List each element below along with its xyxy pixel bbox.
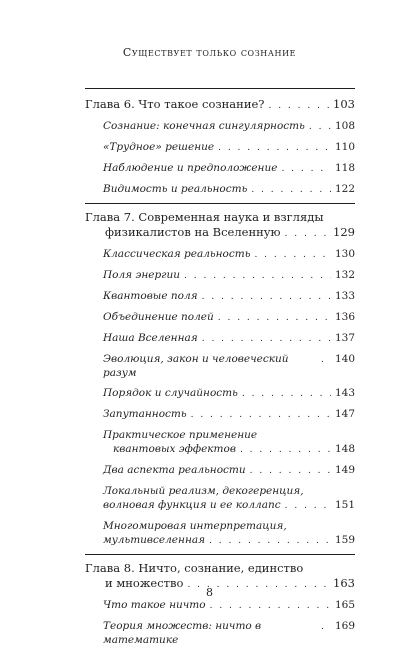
chapter-title-line2: и множество bbox=[105, 576, 184, 590]
page-number: 165 bbox=[334, 599, 355, 611]
page-number: 140 bbox=[335, 353, 356, 365]
toc-chapter-7 bbox=[85, 210, 355, 242]
page-number: 132 bbox=[334, 269, 355, 281]
toc-entry bbox=[85, 619, 355, 647]
entry-title-line1: Практическое применение bbox=[103, 429, 258, 441]
dot-leader bbox=[218, 311, 331, 325]
entry-title: Два аспекта реальности bbox=[103, 464, 246, 476]
entry-title-line2: квантовых эффектов bbox=[113, 443, 236, 455]
page-number: 149 bbox=[334, 464, 355, 476]
toc-entry bbox=[85, 182, 355, 197]
page-number: 148 bbox=[334, 443, 355, 455]
chapter-title-line2: физикалистов на Вселенную bbox=[105, 225, 281, 239]
entry-title: Порядок и случайность bbox=[103, 387, 238, 399]
toc-entry bbox=[85, 119, 355, 134]
toc-entry bbox=[85, 140, 355, 155]
entry-title: Запутанность bbox=[103, 408, 187, 420]
dot-leader bbox=[251, 183, 331, 197]
page-number: 163 bbox=[333, 576, 355, 590]
entry-title: Наблюдение и предположение bbox=[103, 162, 278, 174]
page-number: 122 bbox=[334, 183, 355, 195]
entry-title: Эволюция, закон и человеческий разум bbox=[103, 353, 289, 379]
page-number: 110 bbox=[334, 141, 355, 153]
table-of-contents bbox=[85, 88, 355, 653]
dot-leader bbox=[321, 353, 331, 367]
entry-title: Классическая реальность bbox=[103, 248, 251, 260]
toc-entry bbox=[85, 331, 355, 346]
toc-entry bbox=[85, 289, 355, 304]
entry-title-line2: мультивселенная bbox=[103, 534, 206, 546]
dot-leader bbox=[202, 332, 331, 346]
toc-entry-multiline bbox=[85, 519, 355, 548]
running-head: Существует только сознание bbox=[122, 46, 297, 59]
toc-entry bbox=[85, 463, 355, 478]
entry-title-line1: Многомировая интерпретация, bbox=[103, 520, 287, 532]
dot-leader bbox=[202, 290, 331, 304]
dot-leader bbox=[210, 599, 331, 613]
page-number: 169 bbox=[335, 620, 356, 632]
dot-leader bbox=[254, 248, 331, 262]
page-number: 130 bbox=[334, 248, 355, 260]
entry-title-line1: Локальный реализм, декогеренция, bbox=[103, 485, 304, 497]
toc-entry bbox=[85, 247, 355, 262]
toc-entry-multiline bbox=[85, 428, 355, 457]
toc-entry bbox=[85, 386, 355, 401]
page-number: 108 bbox=[334, 120, 355, 132]
dot-leader bbox=[242, 387, 331, 401]
dot-leader bbox=[309, 120, 331, 134]
toc-entry bbox=[85, 407, 355, 422]
dot-leader bbox=[321, 620, 331, 634]
toc-entry bbox=[85, 598, 355, 613]
entry-title: «Трудное» решение bbox=[103, 141, 215, 153]
toc-entry bbox=[85, 310, 355, 325]
toc-entry bbox=[85, 352, 355, 380]
entry-title: Квантовые поля bbox=[103, 290, 198, 302]
page-number: 147 bbox=[334, 408, 355, 420]
page-number: 103 bbox=[333, 97, 355, 111]
toc-entry bbox=[85, 268, 355, 283]
dot-leader bbox=[191, 408, 331, 422]
page-number: 118 bbox=[334, 162, 355, 174]
page-number: 137 bbox=[334, 332, 355, 344]
dot-leader bbox=[285, 227, 329, 242]
entry-title: Видимость и реальность bbox=[103, 183, 248, 195]
toc-entry-multiline bbox=[85, 484, 355, 513]
dot-leader bbox=[240, 443, 331, 457]
page-number: 159 bbox=[334, 534, 355, 546]
dot-leader bbox=[250, 464, 331, 478]
page-number: 136 bbox=[334, 311, 355, 323]
toc-chapter-6 bbox=[85, 97, 355, 114]
page-folio: 8 bbox=[206, 586, 213, 599]
toc-entry bbox=[85, 161, 355, 176]
dot-leader bbox=[268, 99, 329, 114]
entry-title: Поля энергии bbox=[103, 269, 181, 281]
entry-title: Объединение полей bbox=[103, 311, 214, 323]
entry-title: Теория множеств: ничто в математике bbox=[103, 620, 262, 646]
chapter-title: Глава 6. Что такое сознание? bbox=[85, 97, 265, 111]
chapter-title-line1: Глава 7. Современная наука и взгляды bbox=[85, 210, 324, 224]
chapter-title-line1: Глава 8. Ничто, сознание, единство bbox=[85, 561, 304, 575]
entry-title: Наша Вселенная bbox=[103, 332, 198, 344]
page-number: 133 bbox=[334, 290, 355, 302]
entry-title-line2: волновая функция и ее коллапс bbox=[103, 499, 281, 511]
dot-leader bbox=[184, 269, 331, 283]
entry-title: Что такое ничто bbox=[103, 599, 206, 611]
page-number: 129 bbox=[333, 225, 355, 239]
entry-title: Сознание: конечная сингулярность bbox=[103, 120, 305, 132]
dot-leader bbox=[285, 499, 331, 513]
dot-leader bbox=[218, 141, 331, 155]
page-number: 143 bbox=[334, 387, 355, 399]
dot-leader bbox=[281, 162, 331, 176]
page-number: 151 bbox=[334, 499, 355, 511]
dot-leader bbox=[209, 534, 331, 548]
